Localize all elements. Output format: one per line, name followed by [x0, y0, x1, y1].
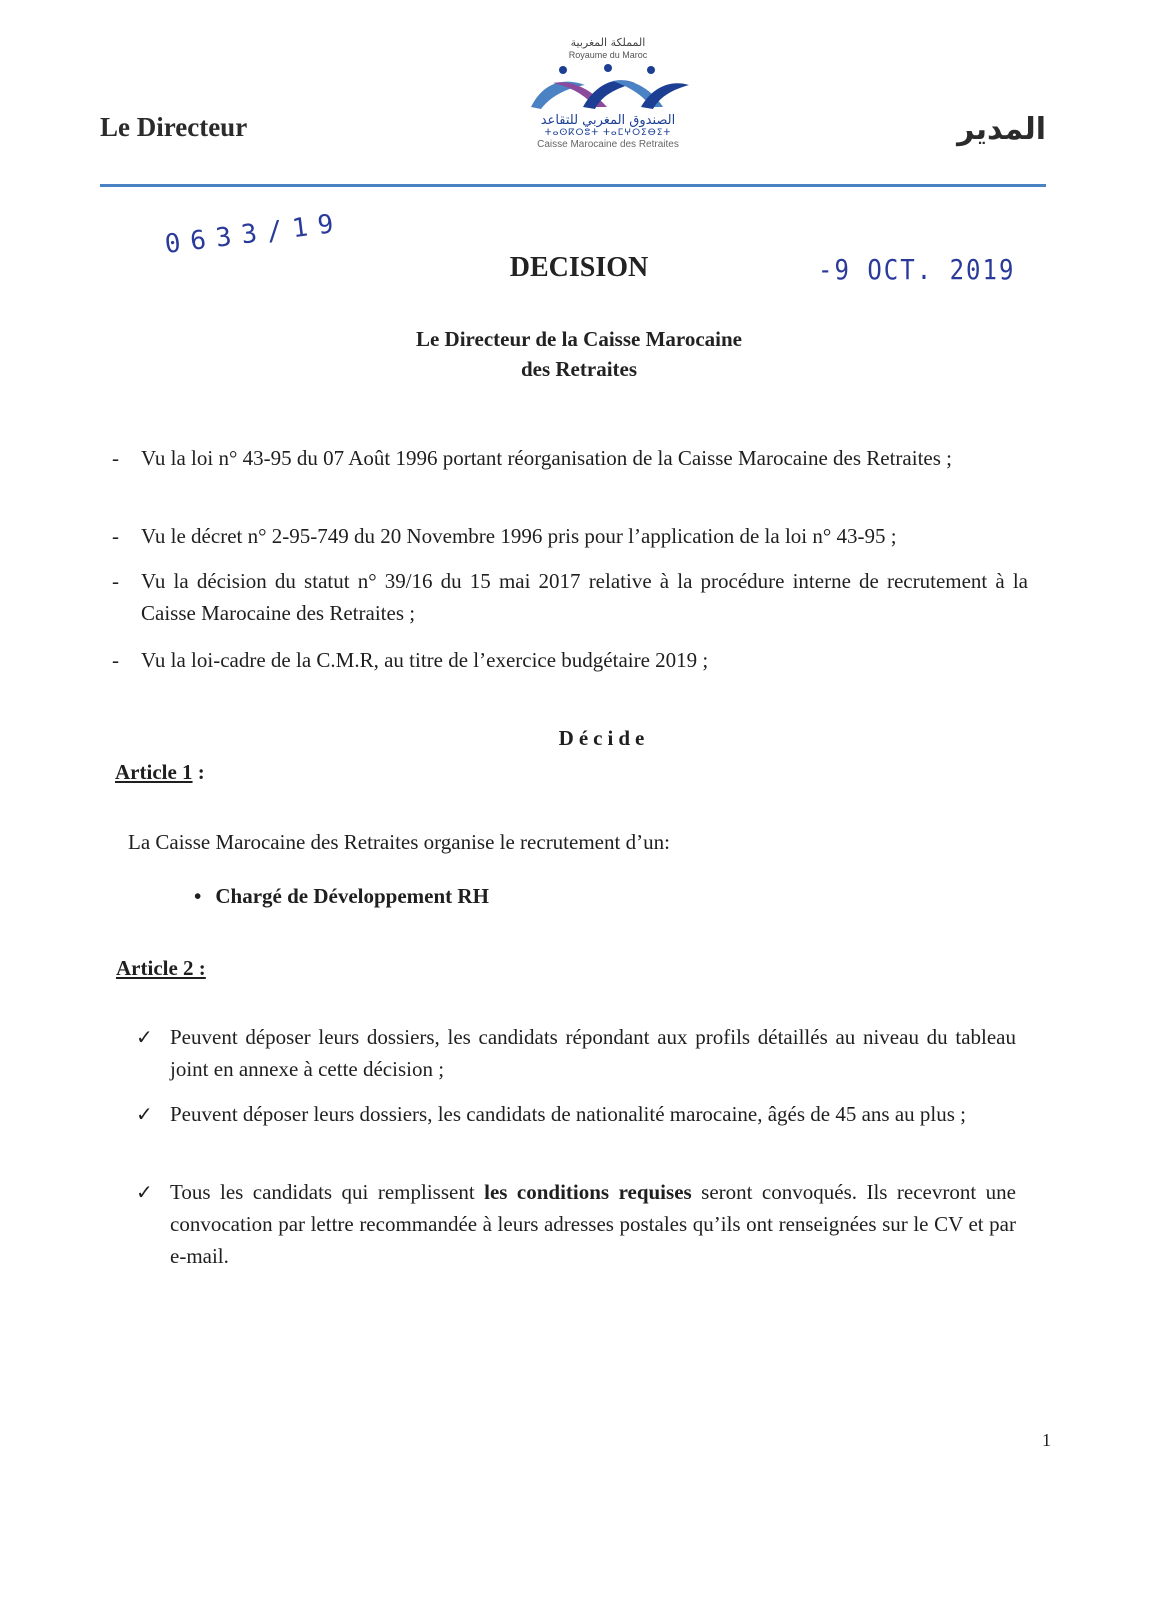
- visa-item: [112, 442, 1028, 474]
- logo-name-arabic: الصندوق المغربي للتقاعد: [540, 113, 676, 128]
- document-title: DECISION: [509, 252, 649, 283]
- article-2-label: [116, 956, 206, 981]
- decide-heading: Décide: [558, 726, 650, 750]
- logo-name-tifinagh: ⵜⴰⵙⴽⵔⵓⵜ ⵜⴰⵎⵖⵔⵉⴱⵉⵜ: [544, 128, 672, 138]
- visa-text: Vu la loi n° 43-95 du 07 Août 1996 portant réorganisation de la Caisse Marocaine des Retraites ;: [141, 446, 952, 470]
- condition-text: Peuvent déposer leurs dossiers, les candidats de nationalité marocaine, âgés de 45 ans au plus ;: [170, 1102, 967, 1126]
- reference-number-stamp: 0633/19: [163, 208, 346, 260]
- visa-text: Vu la loi-cadre de la C.M.R, au titre de l’exercice budgétaire 2019 ;: [141, 648, 709, 672]
- article-1-text: La Caisse Marocaine des Retraites organise le recrutement d’un:: [128, 830, 670, 854]
- checkmark-icon: ✓: [136, 1102, 153, 1126]
- header-right-title: المدير: [957, 112, 1046, 147]
- checkmark-icon: ✓: [136, 1180, 153, 1204]
- article-1-colon: :: [192, 760, 205, 784]
- dash-marker: -: [112, 569, 119, 593]
- condition-text: [170, 1176, 1016, 1272]
- condition-text-end: seront convoqués. Ils recevront une convocation par lettre recommandée à leurs adresses postales qu’ils ont renseignées sur le CV et par e-mail.: [170, 1180, 1016, 1268]
- article-2-title: Article 2 :: [116, 956, 206, 980]
- position-title: Chargé de Développement RH: [215, 884, 489, 908]
- article-1-label: [115, 760, 205, 785]
- visa-item: [112, 644, 1028, 676]
- visa-item: [112, 520, 1028, 552]
- logo-name-french: Caisse Marocaine des Retraites: [537, 139, 679, 150]
- header-divider: [100, 184, 1046, 187]
- visa-text: Vu le décret n° 2-95-749 du 20 Novembre 1996 pris pour l’application de la loi n° 43-95 ;: [141, 524, 897, 548]
- logo-kingdom-arabic: المملكة المغربية: [570, 36, 646, 49]
- condition-text-start: Tous les candidats qui remplissent: [170, 1180, 485, 1204]
- article-1-title: Article 1: [115, 760, 193, 784]
- condition-text-bold: les conditions requises: [484, 1180, 692, 1204]
- condition-item: [136, 1176, 1016, 1272]
- dash-marker: -: [112, 446, 119, 470]
- bullet-dot-icon: •: [194, 884, 202, 908]
- date-stamp: -9 OCT. 2019: [818, 253, 1016, 287]
- logo-kingdom-french: Royaume du Maroc: [568, 50, 648, 60]
- page-number: 1: [1042, 1430, 1051, 1450]
- cmr-logo: [488, 36, 728, 181]
- subtitle-line-1: Le Directeur de la Caisse Marocaine: [415, 327, 742, 351]
- cmr-emblem-icon: [523, 63, 693, 113]
- condition-text: Peuvent déposer leurs dossiers, les candidats répondant aux profils détaillés au niveau du tableau joint en annexe à cette décision ;: [170, 1025, 1016, 1081]
- dash-marker: -: [112, 524, 119, 548]
- visa-text: Vu la décision du statut n° 39/16 du 15 mai 2017 relative à la procédure interne de recrutement à la Caisse Marocaine des Retraites ;: [141, 569, 1028, 625]
- subtitle-line-2: des Retraites: [520, 357, 638, 381]
- condition-item: [136, 1021, 1016, 1085]
- visa-item: [112, 565, 1028, 629]
- dash-marker: -: [112, 648, 119, 672]
- document-subtitle: [0, 324, 1158, 384]
- checkmark-icon: ✓: [136, 1025, 153, 1049]
- condition-item: [136, 1098, 1016, 1130]
- header-left-title: Le Directeur: [100, 112, 248, 142]
- position-bullet: [194, 884, 489, 909]
